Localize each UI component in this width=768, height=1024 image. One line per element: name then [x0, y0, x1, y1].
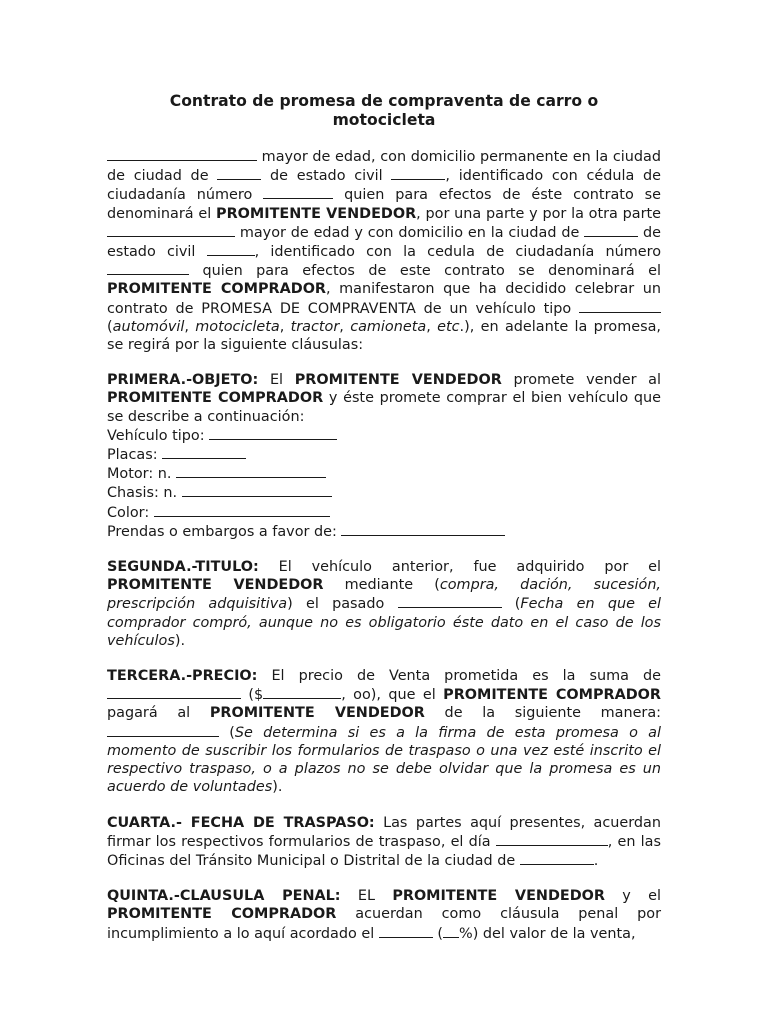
- vehicle-type-blank[interactable]: [209, 426, 337, 440]
- price-number-blank[interactable]: [263, 685, 341, 699]
- clause-heading: CUARTA.- FECHA DE TRASPASO:: [107, 814, 375, 831]
- payment-method-blank[interactable]: [107, 723, 219, 737]
- clause-quinta: QUINTA.-CLAUSULA PENAL: EL PROMITENTE VENDEDOR y el PROMITENTE COMPRADOR acuerdan como cláusula penal por incumplimiento a lo aquí acordado el ( %) del valor de la venta,: [107, 888, 661, 942]
- clause-segunda: SEGUNDA.-TITULO: El vehículo anterior, fue adquirido por el PROMITENTE VENDEDOR mediante (compra, dación, sucesión, prescripción adquisitiva) el pasado (Fecha en que el comprador compró, aunque no es obligatorio éste dato en el caso de los vehículos).: [107, 559, 662, 649]
- document-title: Contrato de promesa de compraventa de carro o motocicleta: [169, 92, 599, 129]
- clause-heading: SEGUNDA.-TITULO:: [107, 559, 259, 576]
- clause-tercera: TERCERA.-PRECIO: El precio de Venta prometida es la suma de ($ , oo), que el PROMITENTE COMPRADOR pagará al PROMITENTE VENDEDOR de la siguiente manera: (Se determina si es a la firma de esta promesa o al momento de suscribir los formularios de traspaso o una vez esté inscrito el respectivo traspaso, o a plazos no se debe olvidar que la promesa es un acuerdo de voluntades).: [107, 668, 662, 796]
- date-blank[interactable]: [398, 594, 502, 608]
- motor-blank[interactable]: [176, 464, 326, 478]
- blank-field[interactable]: [579, 299, 661, 313]
- blank-field[interactable]: [263, 185, 333, 199]
- motor-field: Motor: n.: [107, 464, 661, 483]
- blank-field[interactable]: [584, 223, 638, 237]
- clause-cuarta: CUARTA.- FECHA DE TRASPASO: Las partes aquí presentes, acuerdan firmar los respectivos formularios de traspaso, el día , en las Oficinas del Tránsito Municipal o Distrital de la ciudad de .: [107, 814, 661, 869]
- blank-field[interactable]: [107, 261, 189, 275]
- transfer-date-blank[interactable]: [496, 832, 608, 846]
- vehicle-type-field: Vehículo tipo:: [107, 426, 661, 445]
- city-blank[interactable]: [520, 851, 594, 865]
- intro-paragraph: mayor de edad, con domicilio permanente en la ciudad de ciudad de de estado civil , identificado con cédula de ciudadanía número quien para efectos de éste contrato se denominará el PROMITENTE VENDEDOR, por una parte y por la otra parte mayor de edad y con domicilio en la ciudad de de estado civil , identificado con la cedula de ciudadanía número quien para efectos de este contrato se denominará el PROMITENTE COMPRADOR, manifestaron que ha decidido celebrar un contrato de PROMESA DE COMPRAVENTA de un vehículo tipo (automóvil, motocicleta, tractor, camioneta, etc.), en adelante la promesa, se regirá por la siguiente cláusulas:: [107, 149, 662, 354]
- chassis-field: Chasis: n.: [107, 483, 661, 502]
- penalty-percent-blank[interactable]: [443, 924, 459, 938]
- color-field: Color:: [107, 503, 661, 522]
- blank-field[interactable]: [391, 166, 445, 180]
- plates-blank[interactable]: [162, 445, 246, 459]
- blank-field[interactable]: [207, 242, 255, 256]
- blank-field[interactable]: [107, 223, 235, 237]
- price-words-blank[interactable]: [107, 685, 241, 699]
- liens-blank[interactable]: [341, 522, 505, 536]
- plates-field: Placas:: [107, 445, 661, 464]
- clause-primera: PRIMERA.-OBJETO: El PROMITENTE VENDEDOR promete vender al PROMITENTE COMPRADOR y éste promete comprar el bien vehículo que se describe a continuación: Vehículo tipo: Placas: Motor: n. Chasis: n. Color: Prendas o embargos a favor de:: [107, 372, 661, 540]
- penalty-words-blank[interactable]: [379, 924, 433, 938]
- liens-field: Prendas o embargos a favor de:: [107, 522, 661, 541]
- clause-heading: PRIMERA.-OBJETO:: [107, 372, 259, 389]
- blank-field[interactable]: [107, 147, 257, 161]
- chassis-blank[interactable]: [182, 483, 332, 497]
- clause-heading: QUINTA.-CLAUSULA PENAL:: [107, 888, 341, 905]
- clause-heading: TERCERA.-PRECIO:: [107, 668, 258, 685]
- blank-field[interactable]: [217, 166, 261, 180]
- color-blank[interactable]: [154, 503, 330, 517]
